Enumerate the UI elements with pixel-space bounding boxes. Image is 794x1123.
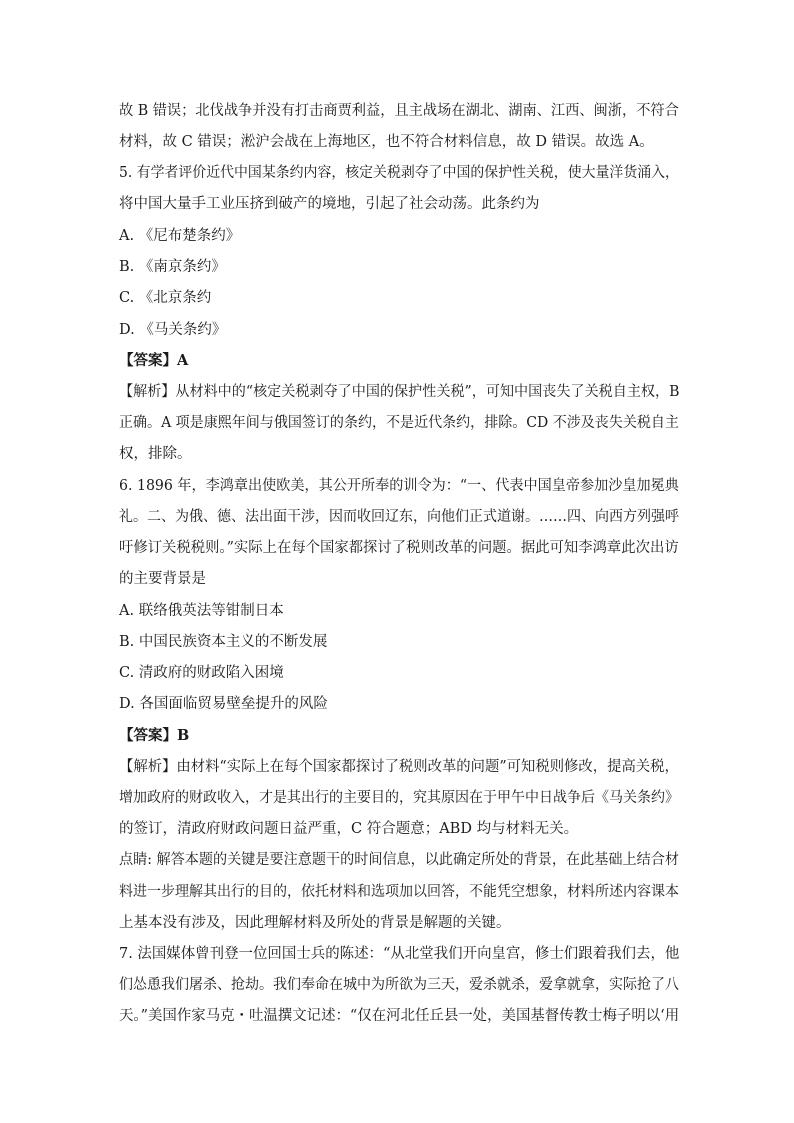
text-line: 将中国大量手工业压挤到破产的境地，引起了社会动荡。此条约为 — [119, 196, 540, 212]
text-line: 的签订，清政府财政问题日益严重，C 符合题意；ABD 均与材料无关。 — [119, 821, 579, 837]
question-5-stem: 5. 有学者评价近代中国某条约内容，核定关税剥夺了中国的保护性关税，使大量洋货涌入， — [119, 165, 679, 181]
text-line: 材料，故 C 错误；淞沪会战在上海地区，也不符合材料信息，故 D 错误。故选 A。 — [119, 134, 654, 150]
option-b: B. 中国民族资本主义的不断发展 — [119, 634, 328, 650]
text-line: 礼。二、为俄、德、法出面干涉，因而收回辽东，向他们正式道谢。……四、向西方列强呼 — [119, 509, 679, 525]
option-c: C. 清政府的财政陷入困境 — [119, 665, 284, 681]
text-line: 天。”美国作家马克・吐温撰文记述：“仅在河北任丘县一处，美国基督传教士梅子明以‘用 — [119, 1008, 680, 1024]
text-line: 故 B 错误；北伐战争并没有打击商贾利益，且主战场在湖北、湖南、江西、闽浙，不符合 — [119, 103, 679, 119]
answer-label: 【答案】A — [119, 352, 189, 369]
text-line: 们怂恿我们屠杀、抢劫。我们奉命在城中为所欲为三天，爱杀就杀，爱拿就拿，实际抢了八 — [119, 977, 679, 993]
question-7-stem: 7. 法国媒体曾刊登一位回国士兵的陈述：“从北堂我们开向皇宫，修士们跟着我们去，他 — [119, 946, 680, 962]
text-line: 料进一步理解其出行的目的，依托材料和选项加以回答，不能凭空想象，材料所述内容课本 — [119, 884, 679, 900]
text-line: 权，排除。 — [119, 446, 192, 462]
analysis: 【解析】从材料中的“核定关税剥夺了中国的保护性关税”，可知中国丧失了关税自主权，B — [119, 384, 680, 400]
option-b: B. 《南京条约》 — [119, 259, 226, 275]
tip: 点睛: 解答本题的关键是要注意题干的时间信息，以此确定所处的背景，在此基础上结合材 — [119, 852, 679, 868]
text-line: 上基本没有涉及，因此理解材料及所处的背景是解题的关键。 — [119, 915, 511, 931]
option-c: C. 《北京条约 — [119, 290, 212, 306]
answer-label: 【答案】B — [119, 727, 190, 744]
question-6-stem: 6. 1896 年，李鸿章出使欧美，其公开所奉的训令为：“一、代表中国皇帝参加沙皇加冕典 — [119, 478, 679, 494]
option-a: A. 《尼布楚条约》 — [119, 228, 241, 244]
option-d: D. 各国面临贸易壁垒提升的风险 — [119, 696, 328, 712]
text-line: 正确。A 项是康熙年间与俄国签订的条约，不是近代条约，排除。CD 不涉及丧失关税自主 — [119, 415, 679, 431]
text-line: 增加政府的财政收入，才是其出行的主要目的，究其原因在于甲午中日战争后《马关条约》 — [119, 790, 679, 806]
option-a: A. 联络俄英法等钳制日本 — [119, 603, 284, 619]
text-line: 吁修订关税税则。”实际上在每个国家都探讨了税则改革的问题。据此可知李鸿章此次出访 — [119, 540, 679, 556]
analysis: 【解析】由材料“实际上在每个国家都探讨了税则改革的问题”可知税则修改，提高关税， — [119, 759, 679, 775]
option-d: D. 《马关条约》 — [119, 322, 227, 338]
text-line: 的主要背景是 — [119, 571, 206, 587]
